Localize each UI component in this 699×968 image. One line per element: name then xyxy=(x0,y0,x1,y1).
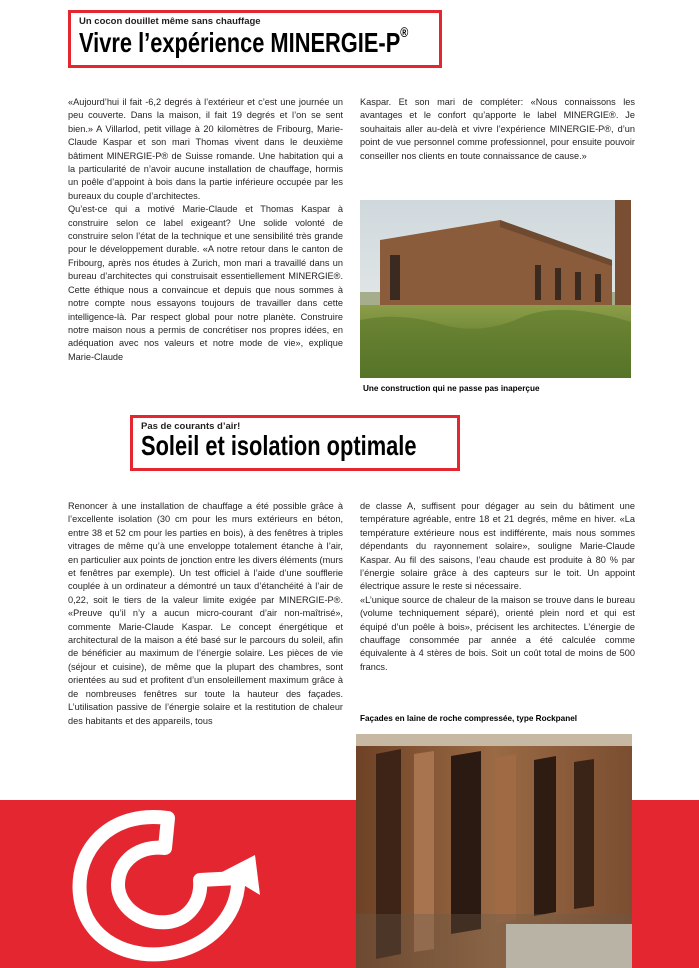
paragraph: «L’unique source de chaleur de la maison se trouve dans le bureau (volume techniquement séparé), orienté plein nord et qui est équipé d’un poêle à bois», précisent les architectes. L’énergie de chauffage consommée par année a été calculée comme équivalente à 4 stères de bois. Soit un coût total de moins de 500 francs. xyxy=(360,594,635,672)
paragraph: de classe A, suffisent pour dégager au sein du bâtiment une température agréable, entre 18 et 21 degrés, même en hiver. «La température extérieure nous est indifférente, mais nous sommes dépendants du rayonnement solaire», souligne Marie-Claude Kaspar. Au fil des saisons, l’eau chaude est produite à 80 % par l’énergie solaire grâce à des capteurs sur le toit. Un appoint électrique assure le reste si nécessaire. xyxy=(360,501,635,592)
registered-mark: ® xyxy=(400,24,409,40)
section1-column-left xyxy=(68,96,343,364)
paragraph: «Aujourd’hui il fait -6,2 degrés à l’extérieur et c’est une journée un peu couverte. Dans la maison, il fait 19 degrés et l’on se sent bien.» A Villarlod, petit village à 20 kilomètres de Fribourg, Marie-Claude Kaspar et son mari Thomas vivent dans le deuxième bâtiment MINERGIE-P® de Suisse romande. Une habitation qui a la particularité de n’avoir aucune installation de chauffage, hormis un poêle d’appoint à bois dans la partie inférieure occupée par les bureaux du couple d’architectes. xyxy=(68,97,343,201)
headline-1-text: Vivre l’expérience MINERGIE-P xyxy=(79,27,401,58)
house-illustration-1 xyxy=(360,200,631,378)
house-photo-1 xyxy=(360,200,631,378)
kicker-1: Un cocon douillet même sans chauffage xyxy=(79,16,261,27)
arrow-logo-icon xyxy=(50,800,330,968)
headline-box-2 xyxy=(130,415,460,471)
photo-caption-1: Une construction qui ne passe pas inaperçue xyxy=(363,384,540,393)
section1-column-right xyxy=(360,96,635,163)
photo-caption-2: Façades en laine de roche compressée, type Rockpanel xyxy=(360,714,578,723)
kicker-2: Pas de courants d’air! xyxy=(141,421,241,432)
paragraph: Qu’est-ce qui a motivé Marie-Claude et Thomas Kaspar à construire selon ce label exigeant? Une solide volonté de construire selon l’état de la technique et une sensibilité très grande pour le développement durable. «A notre retour dans le canton de Fribourg, après nos études à Zurich, mon mari a travaillé dans un bureau d’architectes qui construisait essentiellement MINERGIE®. Cette éthique nous a convaincue et depuis que nous sommes à notre compte nous essayons toujours de travailler dans cette intelligence-là. Par respect global pour notre planète. Construire notre maison nous a permis de concrétiser nos propres idées, en adéquation avec nos valeurs et notre mode de vie», explique Marie-Claude xyxy=(68,204,343,362)
paragraph: Renoncer à une installation de chauffage a été possible grâce à l’excellente isolation (30 cm pour les murs extérieurs en béton, entre 38 et 52 cm pour les parties en bois), à des fenêtres à triples vitrages de même qu’à une enveloppe totalement étanche à l’air, en particulier aux points de jonction entre les divers éléments (murs et fenêtres par exemple). Un test officiel à l’aide d’une soufflerie couplée à un ordinateur a démontré un taux d’étanchéité à l’air de 0,22, soit le tiers de la valeur limite exigée par MINERGIE-P®. «Preuve qu’il n’y a aucun micro-courant d’air non-maîtrisé», commente Marie-Claude Kaspar. Le concept énergétique et architectural de la maison a été basé sur le parcours du soleil, afin de bénéficier au maximum de l’énergie solaire. Les pièces de vie (séjour et cuisine), de même que la plupart des chambres, sont orientées au sud et profitent d’un ensoleillement maximum grâce à de nombreuses fenêtres sur toute la hauteur des façades. L’utilisation passive de l’énergie solaire et la restitution de chaleur des habitants et des appareils, tous xyxy=(68,501,343,726)
paragraph: Kaspar. Et son mari de compléter: «Nous connaissons les avantages et le confort qu’apporte le label MINERGIE®. Je souhaitais aller au-delà et vivre l’expérience MINERGIE-P®, d’un point de vue personnel comme professionnel, pour ensuite pouvoir conseiller nos clients en toute connaissance de cause.» xyxy=(360,97,635,161)
house-photo-2 xyxy=(356,734,632,968)
section2-column-left xyxy=(68,500,343,728)
headline-1 xyxy=(79,24,409,59)
facade-illustration-2 xyxy=(356,734,632,968)
section2-column-right xyxy=(360,500,635,674)
headline-box-1 xyxy=(68,10,442,68)
headline-2: Soleil et isolation optimale xyxy=(141,430,417,461)
